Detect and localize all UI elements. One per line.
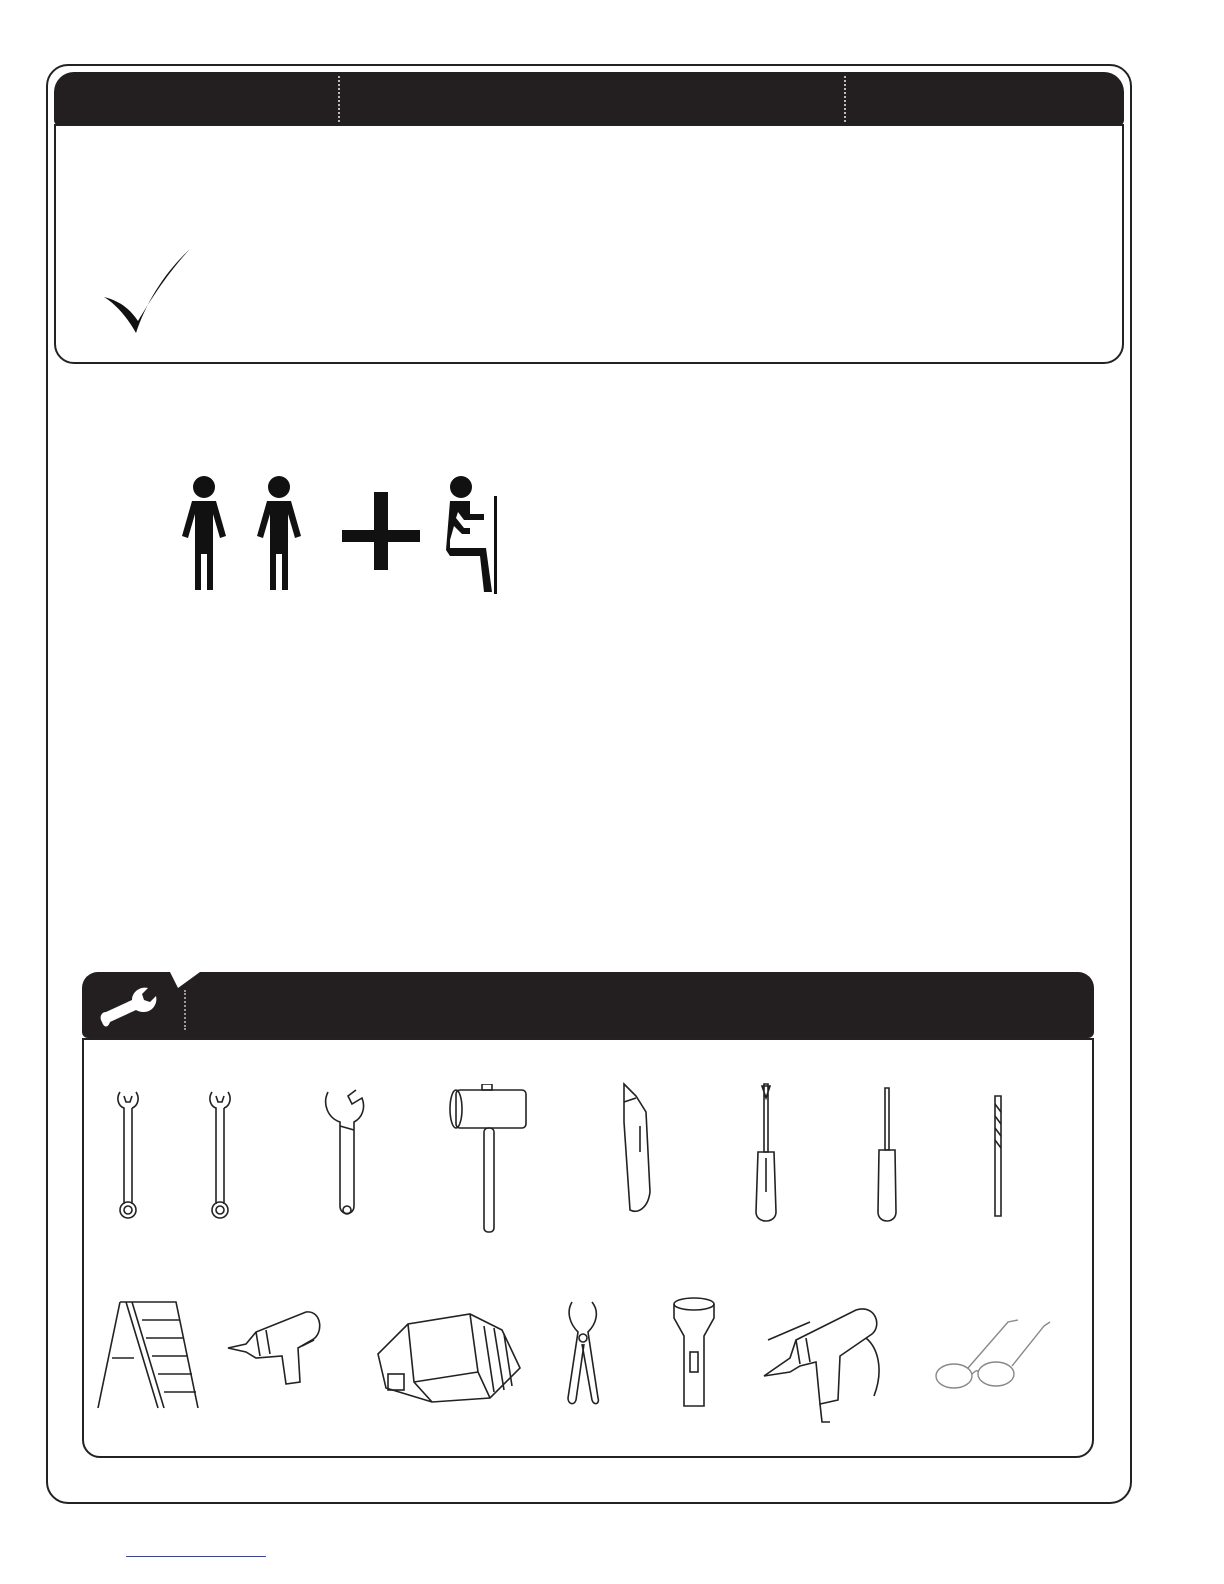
drill-bit-icon — [990, 1094, 1006, 1220]
tools-section-bar — [82, 972, 1094, 1038]
flashlight-icon — [666, 1296, 722, 1410]
two-people-icon — [164, 474, 504, 600]
header-bar — [54, 72, 1124, 126]
plus-icon — [342, 492, 420, 570]
stud-finder-level-icon — [374, 1302, 524, 1408]
utility-knife-icon — [618, 1082, 658, 1216]
combination-wrench-icon — [206, 1088, 234, 1220]
pliers-icon — [562, 1298, 606, 1408]
header-divider — [844, 76, 846, 122]
step-ladder-icon — [94, 1298, 200, 1412]
adjustable-wrench-icon — [322, 1086, 372, 1226]
tools-bar-divider — [184, 990, 186, 1030]
check-icon — [100, 245, 196, 341]
footer-link[interactable] — [126, 1556, 266, 1557]
flat-screwdriver-icon — [874, 1086, 900, 1224]
seated-person-icon — [446, 476, 497, 594]
tools-bar-notch — [170, 972, 200, 988]
combination-wrench-icon — [114, 1088, 142, 1220]
cordless-drill-icon — [226, 1304, 326, 1386]
rubber-mallet-icon — [446, 1084, 530, 1234]
safety-glasses-icon — [932, 1318, 1056, 1396]
wrench-icon — [96, 982, 162, 1032]
phillips-screwdriver-icon — [748, 1082, 784, 1226]
header-divider — [338, 76, 340, 122]
intro-panel — [54, 124, 1124, 364]
hammer-drill-icon — [760, 1300, 888, 1424]
